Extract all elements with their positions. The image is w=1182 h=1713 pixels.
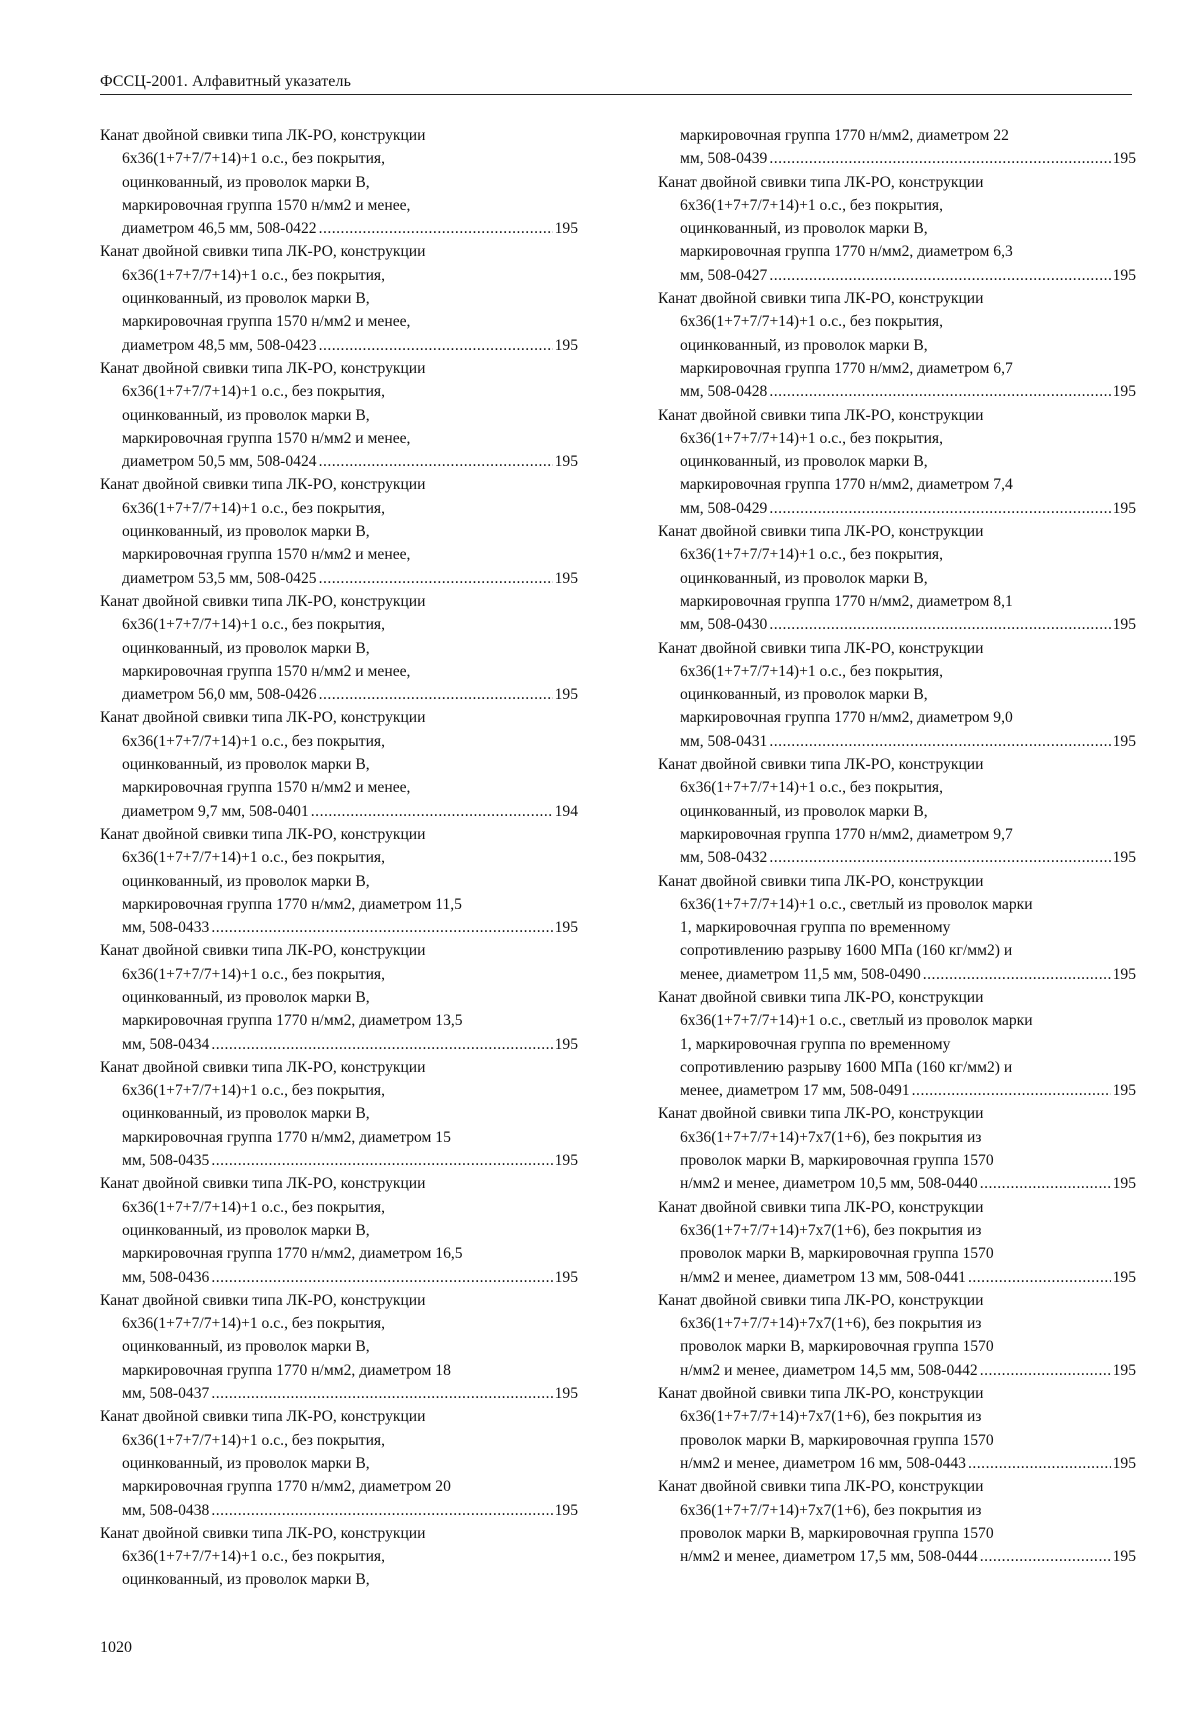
entry-page-ref: 195 [554, 1501, 578, 1519]
entry-line: 6х36(1+7+7/7+14)+1 о.с., без покрытия, [680, 313, 943, 331]
entry-line: маркировочная группа 1770 н/мм2, диаметром 9,7 [680, 825, 1013, 843]
index-entry [658, 870, 1136, 986]
entry-line: оцинкованный, из проволок марки В, [122, 1454, 370, 1472]
entry-title-line: Канат двойной свивки типа ЛК-РО, конструкции [658, 1385, 984, 1403]
dot-leader [319, 334, 553, 357]
entry-line: маркировочная группа 1770 н/мм2, диаметром 20 [122, 1478, 451, 1496]
index-entry [100, 1522, 578, 1592]
dot-leader [769, 147, 1110, 170]
entry-page-ref: 195 [1112, 266, 1136, 284]
dot-leader [211, 1382, 552, 1405]
entry-page-ref: 195 [554, 453, 578, 471]
entry-title-line: Канат двойной свивки типа ЛК-РО, конструкции [658, 1478, 984, 1496]
entry-title-line: Канат двойной свивки типа ЛК-РО, конструкции [100, 1524, 426, 1542]
entry-line: сопротивлению разрыву 1600 МПа (160 кг/мм2) и [680, 942, 1013, 960]
entry-line: оцинкованный, из проволок марки В, [680, 569, 928, 587]
dot-leader [211, 916, 552, 939]
entry-line: 6х36(1+7+7/7+14)+7х7(1+6), без покрытия из [680, 1315, 982, 1333]
entry-code: мм, 508-0427 [680, 266, 768, 284]
index-entry [100, 590, 578, 706]
entry-line: 6х36(1+7+7/7+14)+1 о.с., светлый из проволок марки [680, 895, 1033, 913]
entry-last-line [658, 1545, 1136, 1568]
page-number: 1020 [100, 1639, 132, 1656]
entry-line: маркировочная группа 1770 н/мм2, диаметром 22 [680, 127, 1009, 144]
entry-last-line [100, 1382, 578, 1405]
index-entry [100, 939, 578, 1055]
dot-leader [980, 1359, 1111, 1382]
entry-line: 6х36(1+7+7/7+14)+1 о.с., без покрытия, [122, 1315, 385, 1333]
dot-leader [980, 1545, 1111, 1568]
entry-line: оцинкованный, из проволок марки В, [122, 872, 370, 890]
index-entry [658, 404, 1136, 520]
entry-last-line [100, 567, 578, 590]
entry-page-ref: 195 [1112, 616, 1136, 634]
entry-title-line: Канат двойной свивки типа ЛК-РО, конструкции [100, 476, 426, 494]
entry-last-line [100, 334, 578, 357]
entry-page-ref: 195 [554, 336, 578, 354]
entry-line: 6х36(1+7+7/7+14)+7х7(1+6), без покрытия из [680, 1408, 982, 1426]
entry-page-ref: 195 [1112, 1361, 1136, 1379]
entry-line: маркировочная группа 1570 н/мм2 и менее, [122, 313, 411, 331]
entry-page-ref: 195 [1112, 150, 1136, 168]
entry-line: маркировочная группа 1770 н/мм2, диаметром 18 [122, 1361, 451, 1379]
entry-line: проволок марки В, маркировочная группа 1570 [680, 1431, 994, 1449]
dot-leader [923, 963, 1111, 986]
entry-title-line: Канат двойной свивки типа ЛК-РО, конструкции [658, 639, 984, 657]
entry-line: маркировочная группа 1570 н/мм2 и менее, [122, 779, 411, 797]
entry-page-ref: 195 [554, 919, 578, 937]
entry-line: маркировочная группа 1570 н/мм2 и менее, [122, 196, 411, 214]
entry-code: мм, 508-0436 [122, 1268, 210, 1286]
entry-title-line: Канат двойной свивки типа ЛК-РО, конструкции [658, 988, 984, 1006]
index-entry [100, 1289, 578, 1405]
index-entry [100, 357, 578, 473]
entry-line: оцинкованный, из проволок марки В, [680, 220, 928, 238]
entry-line: 6х36(1+7+7/7+14)+1 о.с., без покрытия, [680, 196, 943, 214]
entry-line: оцинкованный, из проволок марки В, [122, 639, 370, 657]
dot-leader [319, 450, 553, 473]
entry-last-line [658, 1359, 1136, 1382]
entry-line: 6х36(1+7+7/7+14)+1 о.с., без покрытия, [122, 383, 385, 401]
index-entry [658, 287, 1136, 403]
entry-line: 6х36(1+7+7/7+14)+1 о.с., без покрытия, [680, 429, 943, 447]
dot-leader [769, 497, 1110, 520]
index-entry [658, 1102, 1136, 1195]
entry-page-ref: 195 [1112, 1454, 1136, 1472]
entry-code: мм, 508-0431 [680, 732, 768, 750]
index-entry [100, 823, 578, 939]
index-entry [658, 986, 1136, 1102]
index-column-left [100, 124, 578, 1592]
entry-line: маркировочная группа 1570 н/мм2 и менее, [122, 546, 411, 564]
entry-line: оцинкованный, из проволок марки В, [122, 988, 370, 1006]
dot-leader [319, 683, 553, 706]
entry-code: мм, 508-0430 [680, 616, 768, 634]
index-entry [100, 1405, 578, 1521]
entry-last-line [658, 264, 1136, 287]
index-entry [100, 1056, 578, 1172]
entry-line: 6х36(1+7+7/7+14)+1 о.с., без покрытия, [122, 732, 385, 750]
entry-line: 6х36(1+7+7/7+14)+1 о.с., без покрытия, [122, 849, 385, 867]
entry-title-line: Канат двойной свивки типа ЛК-РО, конструкции [100, 359, 426, 377]
index-entry [100, 1172, 578, 1288]
entry-code: н/мм2 и менее, диаметром 17,5 мм, 508-0444 [680, 1548, 978, 1566]
entry-line: маркировочная группа 1770 н/мм2, диаметром 9,0 [680, 709, 1013, 727]
entry-line: маркировочная группа 1770 н/мм2, диаметром 11,5 [122, 895, 462, 913]
entry-code: н/мм2 и менее, диаметром 14,5 мм, 508-0442 [680, 1361, 978, 1379]
entry-code: мм, 508-0428 [680, 383, 768, 401]
dot-leader [912, 1079, 1111, 1102]
index-column-right [658, 124, 1136, 1568]
entry-line: проволок марки В, маркировочная группа 1570 [680, 1152, 994, 1170]
entry-line: 6х36(1+7+7/7+14)+1 о.с., без покрытия, [122, 266, 385, 284]
entry-line: оцинкованный, из проволок марки В, [680, 802, 928, 820]
entry-code: мм, 508-0437 [122, 1385, 210, 1403]
entry-last-line [100, 450, 578, 473]
entry-page-ref: 195 [554, 1152, 578, 1170]
entry-code: мм, 508-0432 [680, 849, 768, 867]
entry-line: 6х36(1+7+7/7+14)+1 о.с., светлый из проволок марки [680, 1012, 1033, 1030]
entry-code: мм, 508-0433 [122, 919, 210, 937]
entry-title-line: Канат двойной свивки типа ЛК-РО, конструкции [100, 1408, 426, 1426]
entry-code: диаметром 48,5 мм, 508-0423 [122, 336, 317, 354]
entry-line: оцинкованный, из проволок марки В, [680, 686, 928, 704]
entry-line: оцинкованный, из проволок марки В, [122, 756, 370, 774]
entry-title-line: Канат двойной свивки типа ЛК-РО, конструкции [100, 592, 426, 610]
dot-leader [211, 1499, 552, 1522]
entry-line: оцинкованный, из проволок марки В, [680, 453, 928, 471]
entry-title-line: Канат двойной свивки типа ЛК-РО, конструкции [658, 173, 984, 191]
index-entry [100, 124, 578, 240]
entry-title-line: Канат двойной свивки типа ЛК-РО, конструкции [658, 523, 984, 541]
entry-last-line [658, 730, 1136, 753]
entry-line: оцинкованный, из проволок марки В, [122, 1571, 370, 1589]
entry-page-ref: 195 [1112, 1175, 1136, 1193]
dot-leader [211, 1149, 552, 1172]
entry-line: оцинкованный, из проволок марки В, [122, 1221, 370, 1239]
entry-last-line [100, 217, 578, 240]
entry-code: менее, диаметром 11,5 мм, 508-0490 [680, 965, 921, 983]
entry-line: оцинкованный, из проволок марки В, [122, 1105, 370, 1123]
entry-line: проволок марки В, маркировочная группа 1570 [680, 1524, 994, 1542]
page-header [100, 72, 1132, 95]
entry-code: мм, 508-0434 [122, 1035, 210, 1053]
entry-line: оцинкованный, из проволок марки В, [680, 336, 928, 354]
entry-title-line: Канат двойной свивки типа ЛК-РО, конструкции [100, 709, 426, 727]
entry-line: проволок марки В, маркировочная группа 1570 [680, 1245, 994, 1263]
entry-line: 6х36(1+7+7/7+14)+1 о.с., без покрытия, [680, 546, 943, 564]
entry-title-line: Канат двойной свивки типа ЛК-РО, конструкции [658, 1198, 984, 1216]
entry-line: оцинкованный, из проволок марки В, [122, 1338, 370, 1356]
entry-code: диаметром 50,5 мм, 508-0424 [122, 453, 317, 471]
index-entry [658, 171, 1136, 287]
entry-code: диаметром 9,7 мм, 508-0401 [122, 802, 309, 820]
entry-line: оцинкованный, из проволок марки В, [122, 290, 370, 308]
entry-line: 1, маркировочная группа по временному [680, 1035, 951, 1053]
entry-line: маркировочная группа 1570 н/мм2 и менее, [122, 429, 411, 447]
entry-last-line [658, 613, 1136, 636]
entry-page-ref: 195 [1112, 1082, 1136, 1100]
entry-line: 6х36(1+7+7/7+14)+1 о.с., без покрытия, [122, 616, 385, 634]
entry-line: сопротивлению разрыву 1600 МПа (160 кг/мм2) и [680, 1058, 1013, 1076]
entry-line: 6х36(1+7+7/7+14)+1 о.с., без покрытия, [680, 662, 943, 680]
entry-line: маркировочная группа 1770 н/мм2, диаметром 15 [122, 1128, 451, 1146]
entry-code: мм, 508-0429 [680, 499, 768, 517]
entry-title-line: Канат двойной свивки типа ЛК-РО, конструкции [100, 1291, 426, 1309]
entry-line: 6х36(1+7+7/7+14)+1 о.с., без покрытия, [680, 779, 943, 797]
index-entry [658, 520, 1136, 636]
entry-line: маркировочная группа 1770 н/мм2, диаметром 6,7 [680, 359, 1013, 377]
index-entry [658, 1196, 1136, 1289]
entry-line: оцинкованный, из проволок марки В, [122, 406, 370, 424]
entry-line: 6х36(1+7+7/7+14)+1 о.с., без покрытия, [122, 1548, 385, 1566]
entry-line: 6х36(1+7+7/7+14)+1 о.с., без покрытия, [122, 150, 385, 168]
index-entry [658, 124, 1136, 171]
entry-title-line: Канат двойной свивки типа ЛК-РО, конструкции [658, 872, 984, 890]
dot-leader [319, 567, 553, 590]
entry-code: диаметром 56,0 мм, 508-0426 [122, 686, 317, 704]
dot-leader [769, 380, 1110, 403]
dot-leader [968, 1452, 1111, 1475]
entry-title-line: Канат двойной свивки типа ЛК-РО, конструкции [100, 825, 426, 843]
entry-page-ref: 195 [554, 1035, 578, 1053]
dot-leader [311, 800, 553, 823]
entry-line: оцинкованный, из проволок марки В, [122, 523, 370, 541]
entry-line: маркировочная группа 1570 н/мм2 и менее, [122, 662, 411, 680]
entry-line: 6х36(1+7+7/7+14)+7х7(1+6), без покрытия из [680, 1128, 982, 1146]
index-entry [100, 473, 578, 589]
entry-line: проволок марки В, маркировочная группа 1570 [680, 1338, 994, 1356]
entry-line: оцинкованный, из проволок марки В, [122, 173, 370, 191]
entry-last-line [658, 1172, 1136, 1195]
entry-line: маркировочная группа 1770 н/мм2, диаметром 6,3 [680, 243, 1013, 261]
entry-page-ref: 195 [1112, 965, 1136, 983]
entry-last-line [658, 1079, 1136, 1102]
entry-code: мм, 508-0435 [122, 1152, 210, 1170]
entry-page-ref: 195 [1112, 1268, 1136, 1286]
entry-code: мм, 508-0438 [122, 1501, 210, 1519]
entry-line: 6х36(1+7+7/7+14)+7х7(1+6), без покрытия из [680, 1501, 982, 1519]
entry-page-ref: 195 [1112, 383, 1136, 401]
entry-page-ref: 195 [1112, 1548, 1136, 1566]
index-entry [658, 753, 1136, 869]
entry-title-line: Канат двойной свивки типа ЛК-РО, конструкции [100, 942, 426, 960]
entry-page-ref: 195 [554, 220, 578, 238]
entry-page-ref: 195 [554, 686, 578, 704]
entry-code: мм, 508-0439 [680, 150, 768, 168]
entry-code: н/мм2 и менее, диаметром 10,5 мм, 508-0440 [680, 1175, 978, 1193]
entry-last-line [100, 800, 578, 823]
dot-leader [211, 1266, 552, 1289]
entry-last-line [658, 846, 1136, 869]
entry-last-line [658, 963, 1136, 986]
entry-code: н/мм2 и менее, диаметром 13 мм, 508-0441 [680, 1268, 966, 1286]
entry-last-line [100, 1149, 578, 1172]
entry-page-ref: 194 [554, 802, 578, 820]
entry-page-ref: 195 [554, 569, 578, 587]
dot-leader [319, 217, 553, 240]
entry-last-line [100, 1266, 578, 1289]
entry-code: н/мм2 и менее, диаметром 16 мм, 508-0443 [680, 1454, 966, 1472]
entry-last-line [658, 380, 1136, 403]
entry-last-line [100, 1499, 578, 1522]
entry-title-line: Канат двойной свивки типа ЛК-РО, конструкции [658, 290, 984, 308]
header-title: ФССЦ-2001. Алфавитный указатель [100, 73, 351, 90]
entry-line: маркировочная группа 1770 н/мм2, диаметром 7,4 [680, 476, 1013, 494]
entry-last-line [100, 1033, 578, 1056]
dot-leader [769, 846, 1110, 869]
entry-line: 6х36(1+7+7/7+14)+1 о.с., без покрытия, [122, 965, 385, 983]
entry-line: маркировочная группа 1770 н/мм2, диаметром 8,1 [680, 592, 1013, 610]
entry-page-ref: 195 [1112, 732, 1136, 750]
entry-code: диаметром 46,5 мм, 508-0422 [122, 220, 317, 238]
entry-line: 6х36(1+7+7/7+14)+1 о.с., без покрытия, [122, 1198, 385, 1216]
entry-line: маркировочная группа 1770 н/мм2, диаметром 13,5 [122, 1012, 463, 1030]
entry-page-ref: 195 [554, 1268, 578, 1286]
entry-page-ref: 195 [1112, 849, 1136, 867]
entry-last-line [100, 916, 578, 939]
entry-code: менее, диаметром 17 мм, 508-0491 [680, 1082, 910, 1100]
entry-last-line [658, 1452, 1136, 1475]
entry-line: маркировочная группа 1770 н/мм2, диаметром 16,5 [122, 1245, 463, 1263]
dot-leader [968, 1266, 1111, 1289]
entry-line: 1, маркировочная группа по временному [680, 919, 951, 937]
entry-line: 6х36(1+7+7/7+14)+1 о.с., без покрытия, [122, 1082, 385, 1100]
entry-title-line: Канат двойной свивки типа ЛК-РО, конструкции [658, 406, 984, 424]
entry-title-line: Канат двойной свивки типа ЛК-РО, конструкции [100, 127, 426, 144]
entry-last-line [100, 683, 578, 706]
entry-title-line: Канат двойной свивки типа ЛК-РО, конструкции [100, 243, 426, 261]
dot-leader [980, 1172, 1111, 1195]
index-entry [658, 1382, 1136, 1475]
index-entry [100, 706, 578, 822]
entry-title-line: Канат двойной свивки типа ЛК-РО, конструкции [100, 1175, 426, 1193]
entry-last-line [658, 1266, 1136, 1289]
dot-leader [211, 1033, 552, 1056]
entry-page-ref: 195 [554, 1385, 578, 1403]
entry-code: диаметром 53,5 мм, 508-0425 [122, 569, 317, 587]
entry-title-line: Канат двойной свивки типа ЛК-РО, конструкции [658, 756, 984, 774]
entry-line: 6х36(1+7+7/7+14)+1 о.с., без покрытия, [122, 1431, 385, 1449]
dot-leader [769, 264, 1110, 287]
entry-title-line: Канат двойной свивки типа ЛК-РО, конструкции [100, 1058, 426, 1076]
entry-line: 6х36(1+7+7/7+14)+7х7(1+6), без покрытия из [680, 1221, 982, 1239]
entry-last-line [658, 497, 1136, 520]
entry-page-ref: 195 [1112, 499, 1136, 517]
dot-leader [769, 613, 1110, 636]
entry-last-line [658, 147, 1136, 170]
index-entry [658, 1475, 1136, 1568]
index-entry [100, 240, 578, 356]
entry-line: 6х36(1+7+7/7+14)+1 о.с., без покрытия, [122, 499, 385, 517]
index-entry [658, 637, 1136, 753]
index-entry [658, 1289, 1136, 1382]
dot-leader [769, 730, 1110, 753]
entry-title-line: Канат двойной свивки типа ЛК-РО, конструкции [658, 1291, 984, 1309]
entry-title-line: Канат двойной свивки типа ЛК-РО, конструкции [658, 1105, 984, 1123]
